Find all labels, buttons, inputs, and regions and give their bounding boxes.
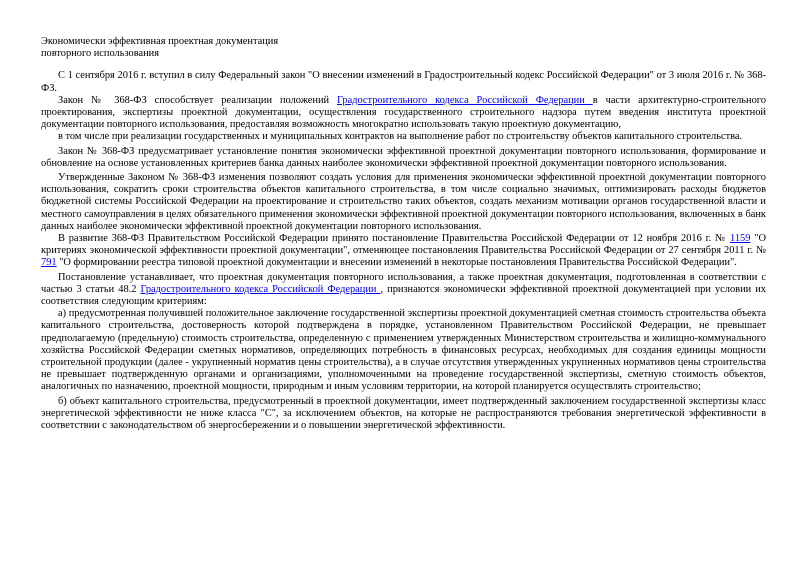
paragraph-text: в части архитектурно-строительного проектирования, экспертизы проектной документации, осуществления государственного строительного надзора путем введения института проектной документации повторного использования, предоставляя возможность многократно использовать такую проектную документацию, bbox=[41, 94, 766, 131]
title-line-1: Экономически эффективная проектная документация bbox=[41, 36, 279, 47]
paragraph-text: "О формировании реестра типовой проектной документации и внесении изменений в некоторые постановления Правительства Российской Федерации". bbox=[56, 257, 737, 269]
document-title bbox=[41, 36, 766, 60]
resolution-791-link[interactable]: 791 bbox=[41, 257, 57, 269]
paragraph-concept: Закон № 368-ФЗ предусматривает установление понятия экономически эффективной проектной документации повторного использования, формирование и обновление на основе установленных критериев банка данных наиболее экономически эффективной проектной документации повторного использования. bbox=[41, 145, 766, 169]
paragraph-text: "О критериях экономической эффективности проектной документации", отменяющее постановления Правительства Российской Федерации от 27 сентября 2011 г. № bbox=[41, 233, 766, 257]
criterion-a: а) предусмотренная получившей положительное заключение государственной экспертизы проектной документацией сметная стоимость строительства объекта капитального строительства, достоверность которой подтверждена в порядке, установленном Правительством Российской Федерации, не превышает предполагаемую (предельную) стоимость строительства, определенную с применением утвержденных Министерством строительства и жилищно-коммунального хозяйства Российской Федерации сметных нормативов, определяющих потребность в финансовых ресурсах, необходимых для создания единицы мощности строительной продукции (далее - укрупненный норматив цены строительства), а в случае отсутствия утвержденных укрупненных нормативов цены строительства не превышает подтвержденную органами и организациями, уполномоченными на проведение государственной экспертизы, сметную стоимость объектов, аналогичных по назначению, проектной мощности, природным и иным условиям территории, на которой планируется осуществлять строительство; bbox=[41, 308, 766, 393]
resolution-1159-link[interactable]: 1159 bbox=[730, 233, 751, 245]
criterion-b: б) объект капитального строительства, предусмотренный в проектной документации, имеет подтвержденный заключением государственной экспертизы класс энергетической эффективности не ниже класса "С", за исключением объектов, на которые не распространяются требования энергетической эффективности в соответствии с законодательством об энергосбережении и о повышении энергетической эффективности. bbox=[41, 395, 766, 432]
paragraph-contracts: в том числе при реализации государственных и муниципальных контрактов на выполнение работ по строительству объектов капитального строительства. bbox=[58, 131, 743, 143]
paragraph-criteria-intro bbox=[41, 272, 766, 309]
paragraph-resolution bbox=[41, 233, 766, 270]
urban-planning-code-link-2[interactable]: Градостроительного кодекса Российской Федерации bbox=[140, 283, 381, 295]
paragraph-law-purpose bbox=[41, 95, 766, 132]
paragraph-text: , признаются экономически эффективной проектной документацией при условии их соответствия следующим критериям: bbox=[41, 283, 766, 308]
paragraph-text: Закон № 368-ФЗ способствует реализации положений bbox=[58, 94, 338, 106]
paragraph-changes: Утвержденные Законом № 368-ФЗ изменения позволяют создать условия для применения экономически эффективной проектной документации повторного использования, сократить сроки строительства объектов капитального строительства, в том числе социально значимых, оптимизировать расходы бюджетов бюджетной системы Российской Федерации на проектирование и строительство таких объектов, создать механизм мотивации органов государственной власти и местного самоуправления в целях обязательного применения экономически эффективной проектной документации повторного использования, включенных в банк данных наиболее экономически эффективной проектной документации повторного использования. bbox=[41, 172, 766, 232]
urban-planning-code-link[interactable]: Градостроительного кодекса Российской Федерации bbox=[337, 94, 593, 106]
title-line-2: повторного использования bbox=[41, 48, 159, 60]
paragraph-law-effective: С 1 сентября 2016 г. вступил в силу Федеральный закон "О внесении изменений в Градостроительный кодекс Российской Федерации" от 3 июля 2016 г. № 368-ФЗ. bbox=[41, 70, 766, 94]
paragraph-text: В развитие 368-ФЗ Правительством Российской Федерации принято постановление Правительства Российской Федерации от 12 ноября 2016 г. № bbox=[58, 233, 731, 245]
paragraph-text: Постановление устанавливает, что проектная документация повторного использования, а также проектная документация, подготовленная в соответствии с частью 3 статьи 48.2 bbox=[41, 271, 766, 295]
